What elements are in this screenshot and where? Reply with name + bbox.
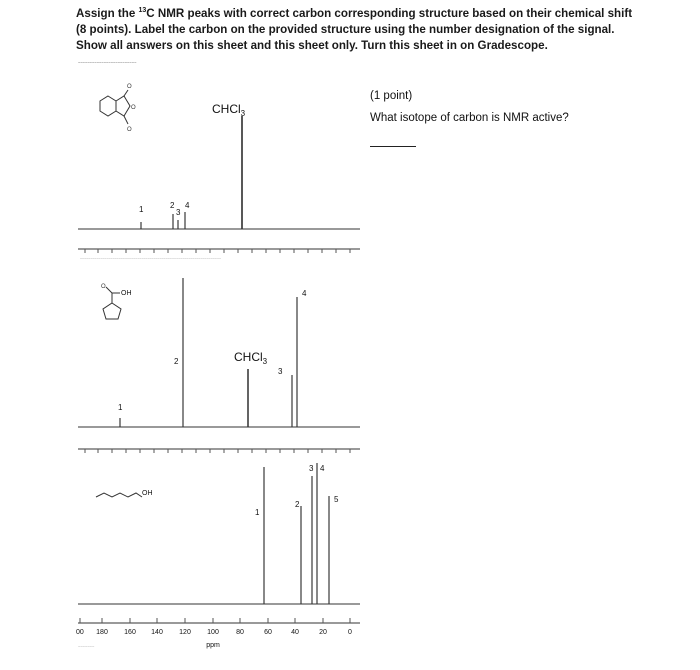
spectrum-2-ticks — [85, 449, 350, 453]
axis-tick-160: 160 — [124, 629, 136, 636]
spectrum-2-label-1: 1 — [118, 403, 123, 412]
axis-tick-140: 140 — [151, 629, 163, 636]
structure-phthalic-anhydride — [100, 84, 136, 133]
spectrum-3-label-4: 4 — [320, 464, 325, 473]
instructions: Assign the $^{13}$C NMR peaks with correct carbon corresponding structure based on their chemical shift (8 points). Label the carbon on the provided structure using the number designation of the signal. Show all answers on this sheet and this sheet only. Turn this sheet in on Gradescope. — [76, 6, 633, 52]
solvent-label-1: CHCl$_3$ — [212, 102, 246, 118]
spectrum-1-label-2: 2 — [170, 201, 175, 210]
spectrum-1-label-3: 3 — [176, 208, 181, 217]
svg-text:O: O — [101, 284, 106, 290]
svg-text:O: O — [127, 127, 132, 133]
spectrum-2 — [78, 278, 360, 453]
spectrum-3-label-5: 5 — [334, 495, 339, 504]
structure-hexenol — [96, 493, 142, 497]
axis-tick-120: 120 — [179, 629, 191, 636]
spectrum-3-ticks — [80, 618, 350, 623]
axis-tick-edge: 00 — [76, 629, 84, 636]
axis-tick-180: 180 — [96, 629, 108, 636]
axis-tick-80: 80 — [236, 629, 244, 636]
spectrum-1-caption: ~~~~~~~~~~~~~~~~~~~~~~~~~ — [78, 60, 137, 65]
spectrum-3-footer: ~~~~~~~ — [78, 644, 95, 649]
axis-tick-60: 60 — [264, 629, 272, 636]
structure-cyclopentene-carboxylic-acid — [101, 284, 121, 319]
spectrum-1-label-1: 1 — [139, 205, 144, 214]
spectrum-2-label-2: 2 — [174, 357, 179, 366]
spectrum-3-label-2: 2 — [295, 500, 300, 509]
spectrum-2-label-4: 4 — [302, 289, 307, 298]
spectrum-1-ticks — [85, 249, 350, 253]
axis-tick-20: 20 — [319, 629, 327, 636]
spectrum-3-label-1: 1 — [255, 508, 260, 517]
spectrum-1-footer: ~~~~~~~~~~~~~~~~~~~~~~~~~~~~~~~~~~~~~~~~~~~~~~~~~~~~~~~~~~~~~~~~~~~~~ — [80, 257, 222, 261]
structure-3-oh: OH — [142, 490, 153, 497]
axis-tick-0: 0 — [348, 629, 352, 636]
solvent-label-2: CHCl$_3$ — [234, 350, 268, 366]
svg-text:O: O — [131, 105, 136, 111]
axis-tick-100: 100 — [207, 629, 219, 636]
spectrum-2-label-3: 3 — [278, 367, 283, 376]
question-points: (1 point) — [370, 90, 413, 102]
axis-unit: ppm — [206, 642, 220, 649]
spectrum-1-label-4: 4 — [185, 201, 190, 210]
structure-2-oh: OH — [121, 290, 132, 297]
spectrum-3 — [76, 463, 360, 649]
spectrum-1 — [78, 60, 360, 261]
spectrum-3-label-3: 3 — [309, 464, 314, 473]
question-text: What isotope of carbon is NMR active? — [370, 112, 569, 124]
svg-text:O: O — [127, 84, 132, 90]
axis-tick-40: 40 — [291, 629, 299, 636]
